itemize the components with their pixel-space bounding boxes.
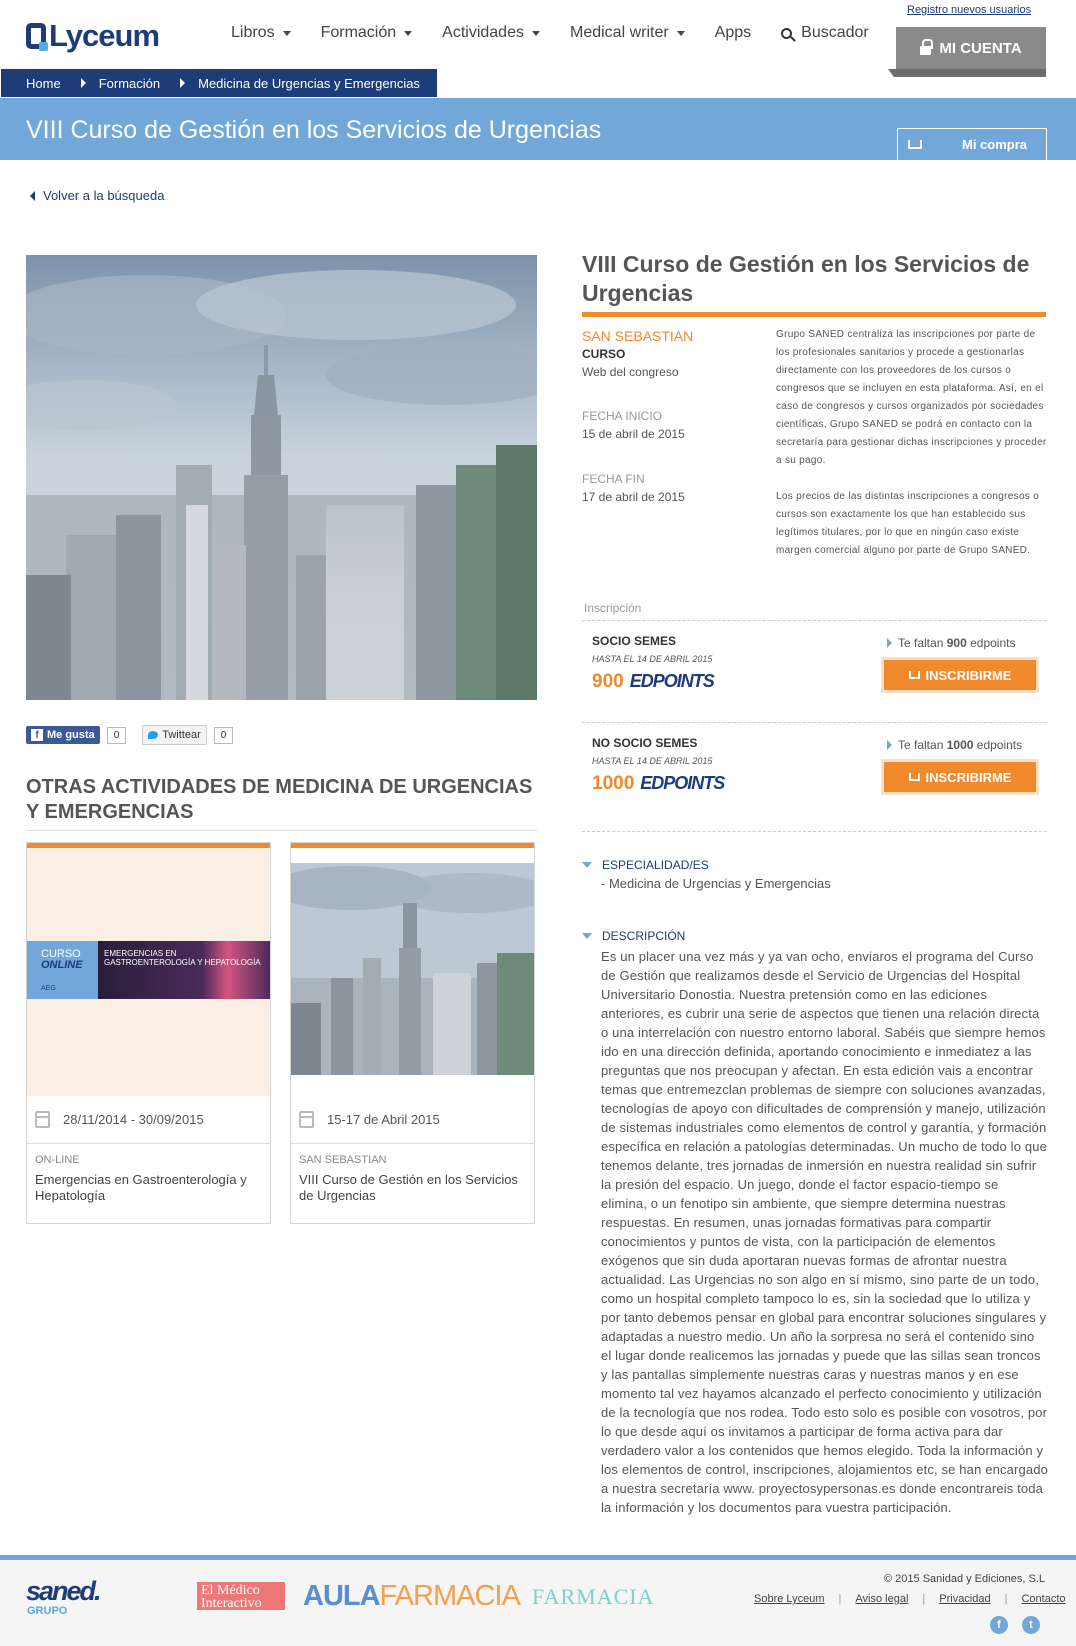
nav-formacion[interactable] [321,24,413,42]
start-date-label: FECHA INICIO [582,409,663,423]
course-city: SAN SEBASTIAN [582,328,694,344]
logo-mark-icon [26,23,46,49]
calendar-icon [35,1111,50,1128]
course-type: CURSO [582,347,626,361]
social-buttons [26,725,249,745]
logo-text: Lyceum [49,18,160,53]
card-date-text: 28/11/2014 - 30/09/2015 [63,1112,204,1127]
footer-link-contacto[interactable]: Contacto [1021,1593,1066,1605]
facebook-icon: f [31,729,43,741]
start-date: 15 de abril de 2015 [582,427,685,441]
cart-icon [909,671,920,679]
missing-points [887,636,1015,650]
description-text: Es un placer una vez más y ya van ocho, enviaros el programa del Curso de Gestión que realizamos desde el Servicio de Urgencias del Hospital Universitario Donostia. Nuestra pretensión como en las ediciones anteriores, es cubrir una serie de aspectos que tienen una relación directa o una interrelación con nuestro entorno laboral. Sabéis que siempre hemos ido en una dirección definida, aportando conocimiento e inmediatez a las preguntas que nos preocupan y afectan. En esta edición vais a encontrar temas que entremezclan problemas de siempre con soluciones avanzadas, tecnologías de apoyo con dificultades de comprensión y manejo, utilización de sistemas industriales como elementos de control y garantía, y formación específica en relación a patologías determinadas. Un mucho de todo lo que tenemos delante, tres jornadas de inmersión en nuestra realidad sin sufrir la presión del espacio. Un juego, donde el factor espacio-tiempo se elimina, o un fenotipo sin ambiente, que siempre determina nuestras respuestas. En resumen, unas jornadas formativas para compartir conocimientos y puntos de vista, con la participación de elementos exógenos que sin duda aportaran nuevas formas de afrontar nuestra actualidad. Las Urgencias no son algo en sí mismo, sino parte de un todo, como un hospital completo tampoco lo es, sin la sociedad que lo utiliza y por tanto debemos pensar en global para encontrar soluciones singulares y adaptadas a nuestro medio. Un año la sorpresa no será el contenido sino el lugar donde realicemos las jornadas y puede que las sillas sean troncos y las pantallas simplemente nuestras caras y nuestras manos y en ese momento tal vez hayamos alcanzado el perfecto conocimiento y utilización de la tecnología que nos rodea. Todo esto solo es posible con vosotros, por lo que desde aquí os invitamos a participar de forma activa para dar verdadero valor a los contenidos que hemos elegido. Toda la información y los elementos de control, inscripciones, alojamientos etc, se han encargado a nuestra secretaría www. proyectosypersonas.es donde encontrareis toda la información y los documentos para vuestra participación. [601,949,1048,1515]
points-unit: EDPOINTS [629,671,714,691]
other-activities-title: OTRAS ACTIVIDADES DE MEDICINA DE URGENCIAS Y EMERGENCIAS [26,775,537,831]
badge-online: ONLINE [41,959,83,971]
course-hero-image [26,255,537,700]
caret-down-icon [677,31,685,36]
need-value: 900 [946,636,967,650]
breadcrumb [0,68,438,98]
description-label: DESCRIPCIÓN [602,929,686,943]
tw-label: Twittear [162,729,201,741]
register-link[interactable]: Registro nuevos usuarios [907,4,1032,16]
caret-right-icon [887,740,892,750]
inscription-row [582,620,1047,724]
separator: | [838,1593,842,1605]
el-medico-interactivo-logo[interactable]: El Médico Interactivo [197,1582,285,1610]
lock-icon [920,46,931,55]
fb-count: 0 [107,727,127,744]
footer-links [740,1593,1066,1605]
online-course-badge [27,941,98,999]
card-location: SAN SEBASTIAN [299,1154,387,1166]
farmacia-logo[interactable]: FARMACIA [532,1584,655,1609]
city-skyline-image [26,255,537,700]
tw-count: 0 [214,727,234,744]
inscribe-button[interactable] [884,762,1036,792]
nav-medical-writer[interactable] [570,24,685,42]
congress-web-link[interactable]: Web del congreso [582,365,679,379]
breadcrumb-formacion[interactable]: Formación [98,75,161,91]
caret-down-icon [582,862,592,868]
cart-button[interactable] [897,128,1047,160]
card-title[interactable]: Emergencias en Gastroenterología y Hepatología [35,1172,247,1203]
separator: | [922,1593,926,1605]
info-paragraph-2: Los precios de las distintas inscripciones a congresos o cursos son exactamente los que han establecido sus legítimos titulares, por lo que en ningún caso existe margen comercial alguno por parte de Grupo SANED. [776,491,1040,556]
nav-label: Buscador [801,24,869,41]
missing-points [887,738,1022,752]
nav-apps[interactable] [715,24,751,42]
caret-down-icon [283,31,291,36]
footer-link-sobre[interactable]: Sobre Lyceum [754,1593,825,1605]
lyceum-logo[interactable] [26,18,159,54]
course-info [776,326,1048,560]
caret-down-icon [532,31,540,36]
chevron-right-icon [180,78,185,88]
city-skyline-thumbnail [291,848,534,1096]
inscribe-label: INSCRIBIRME [925,667,1012,683]
breadcrumb-home[interactable]: Home [26,75,61,91]
breadcrumb-current[interactable]: Medicina de Urgencias y Emergencias [198,75,420,91]
back-label: Volver a la búsqueda [43,188,165,203]
main-nav [231,24,899,42]
nav-label: Formación [320,24,397,41]
footer-link-aviso[interactable]: Aviso legal [855,1593,909,1605]
back-to-search-link[interactable] [30,188,164,203]
inscription-points [592,773,724,795]
cart-icon [908,140,922,149]
nav-label: Apps [714,24,752,41]
nav-buscador[interactable] [781,24,869,42]
card-banner-title: EMERGENCIAS EN GASTROENTEROLOGÍA Y HEPATOLOGÍA [98,941,270,999]
nav-label: Medical writer [569,24,669,41]
twitter-icon [148,731,158,739]
card-image [27,848,270,1096]
inscription-name: NO SOCIO SEMES [592,736,698,750]
twitter-icon[interactable]: t [1022,1616,1040,1634]
card-title[interactable]: VIII Curso de Gestión en los Servicios de Urgencias [299,1172,518,1203]
facebook-icon[interactable]: f [990,1616,1008,1634]
activity-card[interactable] [290,842,535,1224]
points-value: 900 [592,671,624,692]
inscription-until: HASTA EL 14 DE ABRIL 2015 [592,756,713,766]
card-date [27,1096,270,1144]
fb-label: Me gusta [47,729,95,741]
calendar-icon [299,1111,314,1128]
aula-farmacia-logo[interactable] [303,1580,520,1613]
end-date: 17 de abril de 2015 [582,490,685,504]
inscription-label: Inscripción [584,601,642,615]
info-paragraph-1: Grupo SANED centraliza las inscripciones por parte de los profesionales sanitarios y procede a gestionarlas directamente con los proveedores de los cursos o congresos que se incluyen en esta plataforma. Así, en el caso de congresos y cursos organizados por sociedades científicas, Grupo SANED se podrá en contacto con la secretaría para gestionar dichas inscripciones y proceder a su pago. [776,329,1047,466]
course-title: VIII Curso de Gestión en los Servicios de Urgencias [582,250,1046,317]
inscribe-label: INSCRIBIRME [925,769,1012,785]
need-pre: Te faltan [898,738,944,752]
end-date-label: FECHA FIN [582,472,645,486]
need-post: edpoints [976,738,1023,752]
specialty-label: ESPECIALIDAD/ES [602,858,709,872]
badge-aeg: AEG [41,985,56,992]
twitter-tweet-button[interactable] [142,725,207,745]
specialty-toggle[interactable] [582,858,709,872]
facebook-like-button[interactable] [26,726,100,744]
inscription-until: HASTA EL 14 DE ABRIL 2015 [592,654,713,664]
need-value: 1000 [946,738,974,752]
logo-part: FARMACIA [379,1580,520,1612]
nav-actividades[interactable] [442,24,540,42]
description-toggle[interactable] [582,929,685,943]
inscription-row [582,722,1047,832]
chevron-right-icon [81,78,86,88]
nav-label: Actividades [442,24,524,41]
search-icon [781,28,792,39]
caret-left-icon [30,191,35,201]
footer-link-privacidad[interactable]: Privacidad [939,1593,991,1605]
need-pre: Te faltan [898,636,944,650]
copyright: © 2015 Sanidad y Ediciones, S.L [884,1573,1045,1585]
cart-icon [909,773,920,781]
need-post: edpoints [970,636,1016,650]
saned-logo[interactable]: saned. [26,1576,100,1606]
points-unit: EDPOINTS [640,773,725,793]
inscription-name: SOCIO SEMES [592,634,677,648]
cart-label: Mi compra [962,137,1028,152]
nav-libros[interactable] [231,24,291,42]
page-title: VIII Curso de Gestión en los Servicios de Urgencias [26,116,602,144]
activity-card[interactable] [26,842,271,1224]
inscription-points [592,671,714,693]
card-image [291,848,534,1096]
caret-down-icon [404,31,412,36]
account-label: MI CUENTA [939,39,1022,57]
card-location: ON-LINE [35,1154,80,1166]
specialty-value: - Medicina de Urgencias y Emergencias [601,876,831,891]
card-date [291,1096,534,1144]
badge-curso: CURSO [41,948,81,960]
saned-logo-sub: GRUPO [27,1605,68,1617]
course-meta [582,327,762,506]
caret-right-icon [887,638,892,648]
points-value: 1000 [592,773,635,794]
my-account-button[interactable] [896,27,1046,69]
logo-part: AULA [303,1580,380,1612]
inscribe-button[interactable] [884,660,1036,690]
separator: | [1004,1593,1008,1605]
card-date-text: 15-17 de Abril 2015 [327,1112,440,1127]
nav-label: Libros [231,24,275,41]
caret-down-icon [582,933,592,939]
